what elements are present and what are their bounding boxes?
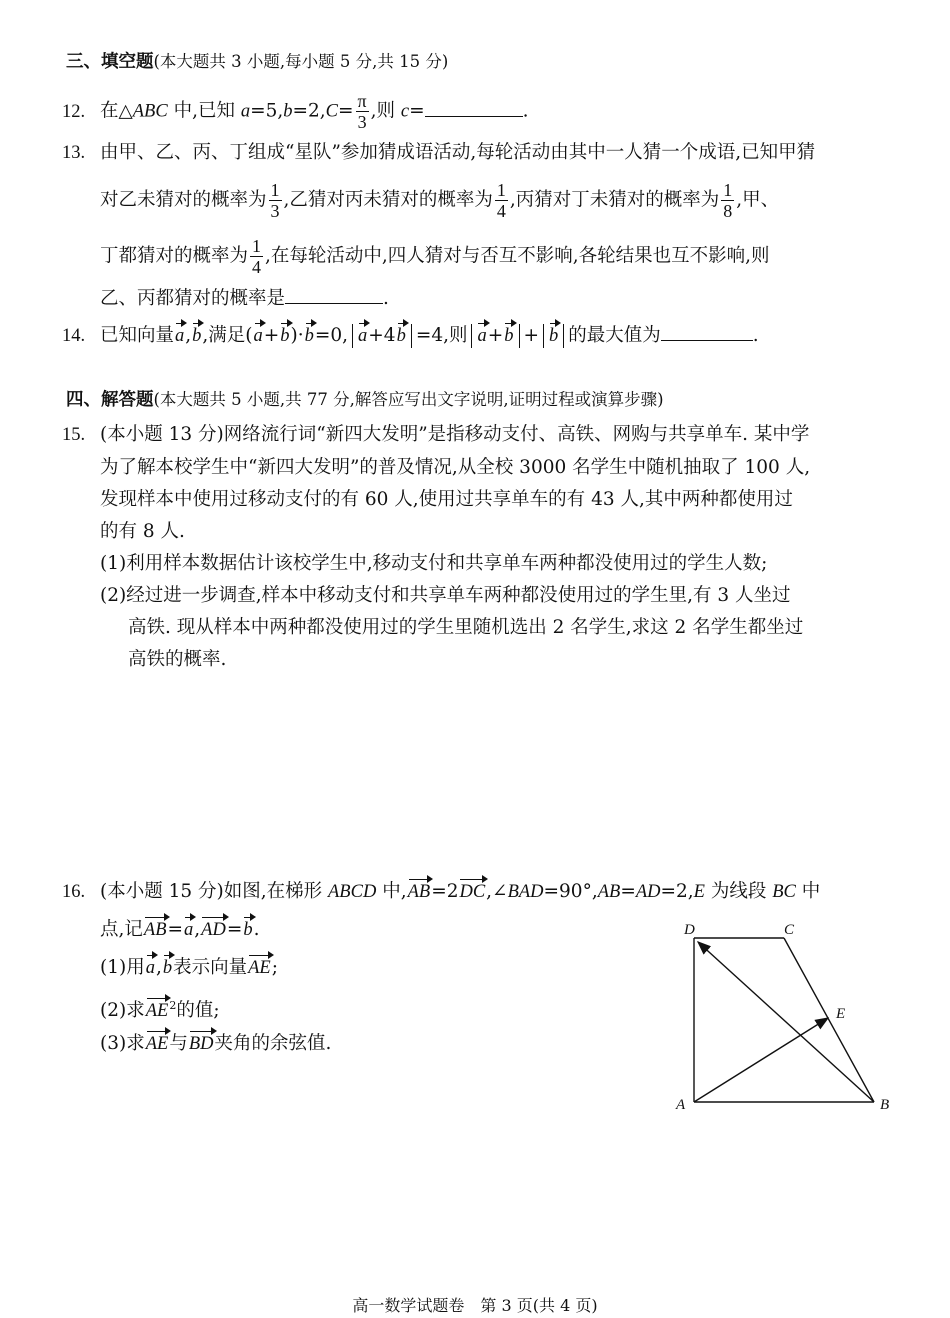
q12-text: 中,已知 — [167, 100, 241, 122]
q16-text: , — [194, 919, 201, 940]
answer-blank — [661, 320, 753, 341]
q16-text: 夹角的余弦值. — [214, 1033, 332, 1054]
q16-text: =2, — [660, 881, 694, 902]
fraction-numerator: 1 — [496, 180, 506, 200]
vector-AB: AB — [143, 916, 168, 944]
q12-text: =2, — [292, 100, 326, 122]
q14-text: + — [523, 325, 540, 346]
q16-var: AB — [597, 882, 621, 902]
q16-superscript: 2 — [169, 999, 177, 1012]
vector-AE: AE — [145, 997, 170, 1025]
q12-var-C: C — [325, 101, 338, 122]
abs-bar — [519, 324, 520, 348]
q16-text: =2 — [431, 881, 459, 902]
fraction-numerator: π — [357, 91, 367, 111]
q14-text: 的最大值为 — [568, 325, 661, 346]
question-14 — [62, 320, 759, 350]
fraction-denominator: 4 — [252, 257, 262, 277]
label-B: B — [880, 1097, 890, 1113]
q16-text: = — [167, 919, 184, 940]
q12-triangle: ABC — [132, 101, 168, 122]
q16-text: . — [253, 919, 260, 940]
vector-b: b — [548, 322, 559, 350]
question-15-line-2: 为了解本校学生中“新四大发明”的普及情况,从全校 3000 名学生中随机抽取了 100 人, — [100, 457, 811, 478]
fraction-denominator: 8 — [723, 201, 733, 221]
vector-b: b — [279, 322, 290, 350]
answer-blank — [285, 283, 383, 304]
q14-text: +4 — [368, 325, 396, 346]
fraction-denominator: 4 — [496, 201, 506, 221]
section-4-title: 四、解答题 — [66, 390, 154, 410]
question-13-line-1 — [62, 139, 815, 167]
q16-text: = — [226, 919, 243, 940]
label-E: E — [836, 1006, 846, 1022]
q14-text: + — [263, 325, 280, 346]
section-4-note: (本大题共 5 小题,共 77 分,解答应写出文字说明,证明过程或演算步骤) — [153, 390, 664, 409]
vector-AB: AB — [407, 878, 432, 906]
section-3-title: 三、填空题 — [66, 52, 154, 72]
q13-text: 对乙未猜对的概率为 — [100, 189, 267, 211]
q16-text: 的值; — [176, 1000, 220, 1022]
q16-var: AD — [635, 882, 661, 902]
q12-text: ,则 — [370, 100, 401, 122]
q16-text: (2)求 — [100, 1000, 145, 1022]
q16-text: (3)求 — [100, 1033, 145, 1054]
q13-fraction-4 — [250, 236, 263, 277]
abs-bar — [543, 324, 544, 348]
q16-text: =90°, — [543, 881, 598, 902]
vector-AD: AD — [200, 916, 227, 944]
vector-AE: AE — [145, 1030, 170, 1058]
q16-text: ; — [271, 957, 278, 978]
question-16-line-1 — [62, 878, 820, 906]
q14-text: 已知向量 — [100, 325, 175, 346]
fraction-denominator: 3 — [270, 201, 280, 221]
q13-fraction-3 — [721, 180, 734, 221]
vector-a: a — [145, 954, 156, 982]
question-13-line-4 — [100, 283, 389, 313]
question-number: 15. — [62, 425, 86, 445]
q16-var: BC — [772, 882, 796, 902]
question-number: 13. — [62, 143, 86, 163]
vector-b: b — [242, 916, 253, 944]
q15-text: (本小题 13 分)网络流行词“新四大发明”是指移动支付、高铁、网购与共享单车. 某中学 — [100, 424, 810, 445]
question-16-part-1 — [100, 954, 278, 982]
question-13-line-3 — [100, 236, 770, 277]
abs-bar — [352, 324, 353, 348]
question-16-part-2 — [100, 992, 220, 1025]
q13-text: 由甲、乙、丙、丁组成“星队”参加猜成语活动,每轮活动由其中一人猜一个成语,已知甲猜 — [100, 142, 816, 163]
q12-var-c: c — [400, 101, 410, 122]
vector-a: a — [174, 322, 185, 350]
q16-text: (本小题 15 分)如图,在梯形 — [100, 881, 328, 902]
question-15-line-4: 的有 8 人. — [100, 521, 185, 542]
vector-DC: DC — [458, 878, 486, 906]
page-footer: 高一数学试题卷 第 3 页(共 4 页) — [352, 1296, 598, 1315]
q12-text: = — [338, 100, 354, 122]
fraction-denominator: 3 — [357, 112, 367, 132]
q13-text: . — [383, 288, 389, 309]
q13-text: ,乙猜对丙未猜对的概率为 — [283, 189, 493, 211]
q13-text: 乙、丙都猜对的概率是 — [100, 288, 286, 309]
q16-var: BAD — [507, 882, 544, 902]
abs-bar — [563, 324, 564, 348]
question-15-part-1: (1)利用样本数据估计该校学生中,移动支付和共享单车两种都没使用过的学生人数; — [100, 553, 768, 574]
question-15-line-3: 发现样本中使用过移动支付的有 60 人,使用过共享单车的有 43 人,其中两种都使用过 — [100, 489, 793, 510]
question-number: 12. — [62, 101, 86, 122]
q16-text: 与 — [169, 1033, 188, 1054]
section-4-header — [66, 386, 664, 414]
vector-a: a — [183, 916, 194, 944]
question-16-line-2 — [100, 916, 259, 944]
vector-b: b — [396, 322, 407, 350]
q14-text: =0, — [314, 325, 349, 346]
fraction-numerator: 1 — [270, 180, 280, 200]
vector-b: b — [304, 322, 315, 350]
question-15-part-2: (2)经过进一步调查,样本中移动支付和共享单车两种都没使用过的学生里,有 3 人坐过 — [100, 585, 791, 606]
q12-text: = — [409, 100, 425, 122]
q13-fraction-2 — [495, 180, 508, 221]
label-D: D — [684, 922, 695, 938]
q12-var-b: b — [283, 101, 293, 122]
q16-text: 中, — [376, 881, 407, 902]
abs-bar — [471, 324, 472, 348]
vector-BD-arrow — [698, 942, 874, 1102]
q12-text: . — [522, 100, 529, 122]
q14-text: =4,则 — [415, 325, 468, 346]
question-13-line-2 — [100, 180, 779, 221]
question-15-line-1 — [62, 421, 809, 449]
q16-text: = — [620, 881, 636, 902]
q13-text: 丁都猜对的概率为 — [100, 245, 249, 267]
q13-text: ,丙猜对丁未猜对的概率为 — [509, 189, 720, 211]
vector-b: b — [191, 322, 202, 350]
vector-AE: AE — [247, 954, 272, 982]
fraction-numerator: 1 — [723, 180, 733, 200]
question-number: 14. — [62, 326, 86, 346]
vector-b: b — [503, 322, 514, 350]
q13-fraction-1 — [269, 180, 282, 221]
vector-a: a — [476, 322, 487, 350]
q16-text: ,∠ — [486, 881, 508, 902]
q16-text: 中 — [795, 881, 821, 902]
q12-text: =5, — [250, 100, 284, 122]
question-15-part-2-cont: 高铁的概率. — [128, 649, 227, 670]
q12-fraction — [356, 91, 369, 132]
q16-text: 点,记 — [100, 919, 143, 940]
vector-BD: BD — [188, 1030, 215, 1058]
section-3-header — [66, 48, 448, 76]
edge-CB — [784, 938, 874, 1102]
section-3-note: (本大题共 3 小题,每小题 5 分,共 15 分) — [153, 52, 449, 71]
q14-text: ,满足( — [202, 325, 253, 346]
question-number: 16. — [62, 882, 86, 902]
answer-blank — [425, 96, 523, 117]
q16-text: , — [155, 957, 162, 978]
q16-text: 表示向量 — [173, 957, 248, 978]
trapezoid-figure — [668, 912, 908, 1122]
label-A: A — [676, 1097, 686, 1113]
vector-a: a — [357, 322, 368, 350]
question-16-part-3 — [100, 1030, 331, 1058]
vector-a: a — [253, 322, 264, 350]
q14-text: , — [185, 325, 192, 346]
fraction-numerator: 1 — [252, 236, 262, 256]
q13-text: ,在每轮活动中,四人猜对与否互不影响,各轮结果也互不影响,则 — [265, 245, 770, 267]
abs-bar — [411, 324, 412, 348]
vector-AE-arrow — [694, 1018, 828, 1102]
q13-text: ,甲、 — [736, 189, 780, 211]
q16-text: 为线段 — [704, 881, 773, 902]
q16-var: ABCD — [328, 882, 377, 902]
label-C: C — [784, 922, 795, 938]
vector-b: b — [162, 954, 173, 982]
q14-text: + — [487, 325, 504, 346]
q14-text: )· — [290, 325, 304, 346]
q12-var-a: a — [240, 101, 251, 122]
q16-text: (1)用 — [100, 957, 145, 978]
question-12 — [62, 91, 529, 132]
q12-text: 在△ — [100, 100, 133, 122]
q14-text: . — [752, 325, 759, 346]
question-15-part-2-cont: 高铁. 现从样本中两种都没使用过的学生里随机选出 2 名学生,求这 2 名学生都坐过 — [128, 617, 804, 638]
q16-var: E — [693, 882, 705, 902]
